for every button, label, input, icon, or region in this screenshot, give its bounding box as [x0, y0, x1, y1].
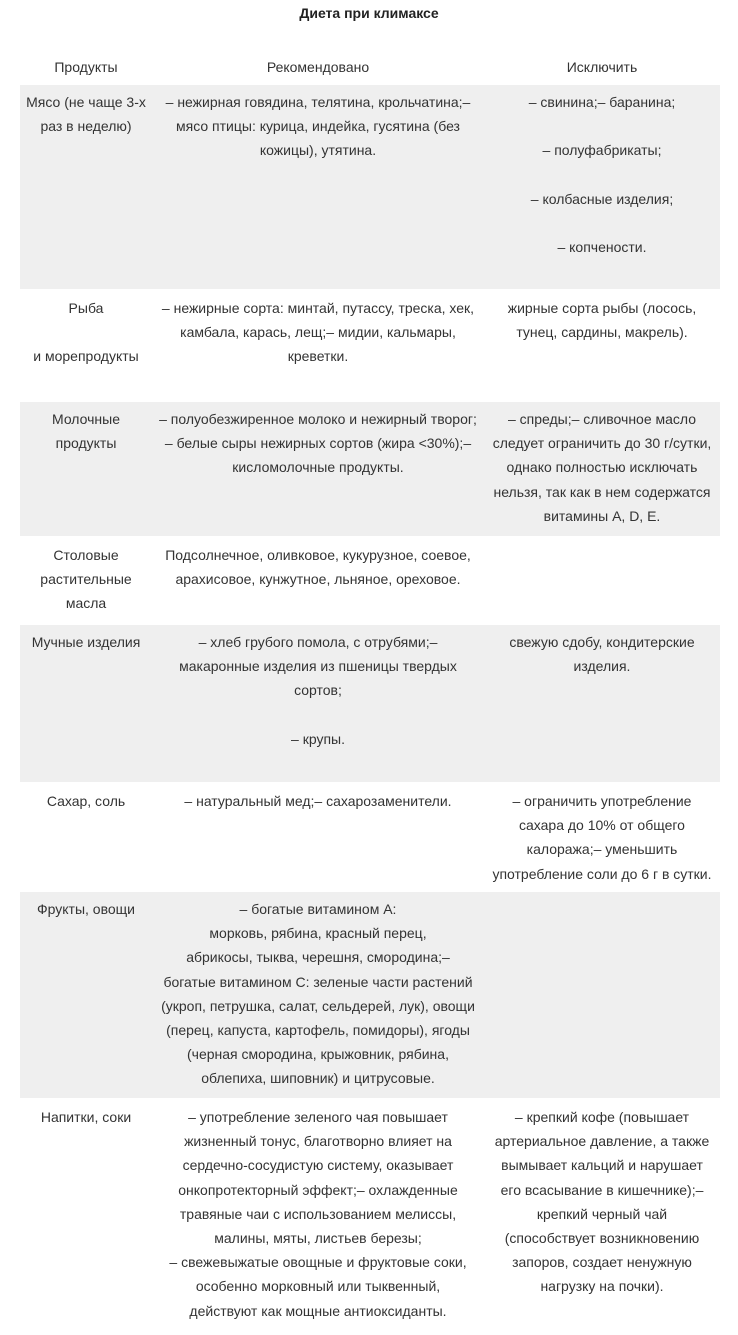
cell-line: камбала, карась, лещ;– мидии, кальмары, [180, 324, 456, 341]
product-cell [20, 538, 152, 623]
cell-line: нельзя, так как в нем содержатся [493, 483, 711, 500]
cell-line: малины, мяты, листьев березы; [214, 1230, 422, 1247]
blank-line [156, 703, 480, 727]
product-cell [20, 402, 152, 536]
cell-line: (черная смородина, крыжовник, рябина, [187, 1046, 449, 1063]
cell-line: сердечно-сосудистую систему, оказывает [182, 1157, 454, 1174]
product-cell [20, 892, 152, 1098]
cell-line: действуют как мощные антиоксиданты. [189, 1302, 447, 1319]
cell-line: нагрузку на почки). [540, 1278, 664, 1295]
table-row [20, 538, 720, 623]
exclude-cell [484, 402, 720, 536]
cell-line: – спреды;– сливочное масло [507, 411, 697, 427]
header-recommended: Рекомендовано [266, 58, 370, 75]
exclude-cell [484, 538, 720, 623]
product-cell [20, 784, 152, 890]
exclude-cell [484, 291, 720, 400]
cell-line: – полуфабрикаты; [542, 142, 662, 159]
cell-line: – белые сыры нежирных сортов (жира <30%);– [164, 435, 472, 452]
table-row [20, 402, 720, 536]
table-row [20, 784, 720, 890]
cell-line: Напитки, соки [40, 1109, 132, 1125]
table-row [20, 625, 720, 782]
cell-line: сортов; [294, 682, 342, 699]
cell-line: Столовые [53, 547, 119, 563]
cell-line: сахара до 10% от общего [519, 817, 685, 834]
cell-line: макаронные изделия из пшеницы твердых [179, 658, 457, 675]
blank-line [24, 320, 148, 344]
cell-line: Подсолнечное, оливковое, кукурузное, соевое, [165, 547, 471, 563]
cell-line: запоров, создает ненужную [512, 1254, 692, 1271]
product-cell [20, 85, 152, 289]
blank-line [488, 114, 716, 138]
cell-line: раз в неделю) [40, 118, 132, 135]
cell-line: (способствует возникновению [504, 1230, 700, 1247]
cell-line: артериальное давление, а также [494, 1133, 710, 1150]
cell-line: облепиха, шиповник) и цитрусовые. [201, 1070, 435, 1087]
cell-line: изделия. [573, 658, 631, 675]
exclude-cell [484, 892, 720, 1098]
cell-line: богатые витамином С: зеленые части растений [163, 973, 473, 990]
cell-line: Рыба [68, 300, 104, 316]
cell-line: Мясо (не чаще 3-х [26, 94, 146, 110]
cell-line: онкопротекторный эффект;– охлажденные [178, 1181, 458, 1198]
cell-line: мясо птицы: курица, индейка, гусятина (без [176, 118, 460, 135]
header-products: Продукты [54, 58, 118, 75]
product-cell [20, 625, 152, 782]
recommended-cell [152, 402, 484, 536]
exclude-cell [484, 85, 720, 289]
cell-line: – хлеб грубого помола, с отрубями;– [198, 634, 438, 650]
recommended-cell [152, 291, 484, 400]
cell-line: и морепродукты [33, 348, 139, 365]
cell-line: растительные [40, 571, 132, 588]
table-row [20, 1100, 720, 1335]
exclude-cell [484, 1100, 720, 1335]
cell-line: – копчености. [557, 239, 647, 256]
blank-line [488, 211, 716, 235]
cell-line: – употребление зеленого чая повышает [188, 1109, 448, 1125]
cell-line: однако полностью исключать [506, 459, 698, 476]
cell-line: Мучные изделия [31, 634, 141, 650]
cell-line: Фрукты, овощи [37, 901, 135, 917]
cell-line: его всасывание в кишечнике);– [500, 1181, 704, 1198]
cell-line: – колбасные изделия; [530, 190, 674, 207]
cell-line: морковь, рябина, красный перец, [209, 925, 427, 942]
cell-line: масла [65, 595, 107, 612]
table-row [20, 291, 720, 400]
cell-line: – свежевыжатые овощные и фруктовые соки, [169, 1254, 467, 1271]
cell-line: – натуральный мед;– сахарозаменители. [184, 793, 452, 809]
cell-line: употребление соли до 6 г в сутки. [492, 865, 712, 882]
exclude-cell [484, 784, 720, 890]
cell-line: – крупы. [291, 730, 345, 747]
cell-line: жирные сорта рыбы (лосось, [507, 300, 697, 316]
recommended-cell [152, 892, 484, 1098]
cell-line: (укроп, петрушка, салат, сельдерей, лук), овощи [161, 997, 475, 1014]
cell-line: – полуобезжиренное молоко и нежирный творог; [159, 411, 477, 427]
recommended-cell [152, 85, 484, 289]
cell-line: витамины А, D, Е. [543, 507, 661, 524]
table-row [20, 892, 720, 1098]
product-cell [20, 1100, 152, 1335]
cell-line: – богатые витамином А: [239, 901, 397, 917]
cell-line: абрикосы, тыква, черешня, смородина;– [186, 949, 450, 966]
product-cell [20, 291, 152, 400]
cell-line: (перец, капуста, картофель, помидоры), ягоды [166, 1022, 470, 1039]
diet-table [20, 49, 720, 1335]
exclude-cell [484, 625, 720, 782]
recommended-cell [152, 784, 484, 890]
blank-line [488, 163, 716, 187]
recommended-cell [152, 538, 484, 623]
cell-line: свежую сдобу, кондитерские [509, 634, 695, 650]
cell-line: креветки. [287, 348, 349, 365]
cell-line: тунец, сардины, макрель). [516, 324, 688, 341]
table-row [20, 85, 720, 289]
cell-line: продукты [55, 435, 117, 452]
recommended-cell [152, 1100, 484, 1335]
cell-line: вымывает кальций и нарушает [501, 1157, 703, 1174]
cell-line: – ограничить употребление [512, 793, 692, 809]
cell-line: – нежирная говядина, телятина, крольчатина;– [165, 94, 471, 110]
cell-line: следует ограничить до 30 г/сутки, [492, 435, 712, 452]
cell-line: арахисовое, кунжутное, льняное, ореховое. [175, 571, 461, 588]
table-header-row [20, 49, 720, 85]
page-title: Диета при климаксе [299, 5, 439, 21]
cell-line: жизненный тонус, благотворно влияет на [184, 1133, 452, 1150]
cell-line: кожицы), утятина. [259, 142, 377, 159]
cell-line: – свинина;– баранина; [528, 94, 676, 110]
cell-line: кисломолочные продукты. [232, 459, 404, 476]
cell-line: травяные чаи с использованием мелиссы, [179, 1205, 457, 1222]
cell-line: крепкий черный чай [536, 1205, 668, 1222]
cell-line: – крепкий кофе (повышает [514, 1109, 690, 1125]
recommended-cell [152, 625, 484, 782]
cell-line: Сахар, соль [46, 793, 126, 809]
cell-line: особенно морковный или тыквенный, [195, 1278, 441, 1295]
cell-line: – нежирные сорта: минтай, путассу, треска, хек, [161, 300, 475, 316]
cell-line: калоража;– уменьшить [526, 841, 678, 858]
cell-line: Молочные [52, 411, 120, 427]
header-exclude: Исключить [566, 58, 638, 75]
